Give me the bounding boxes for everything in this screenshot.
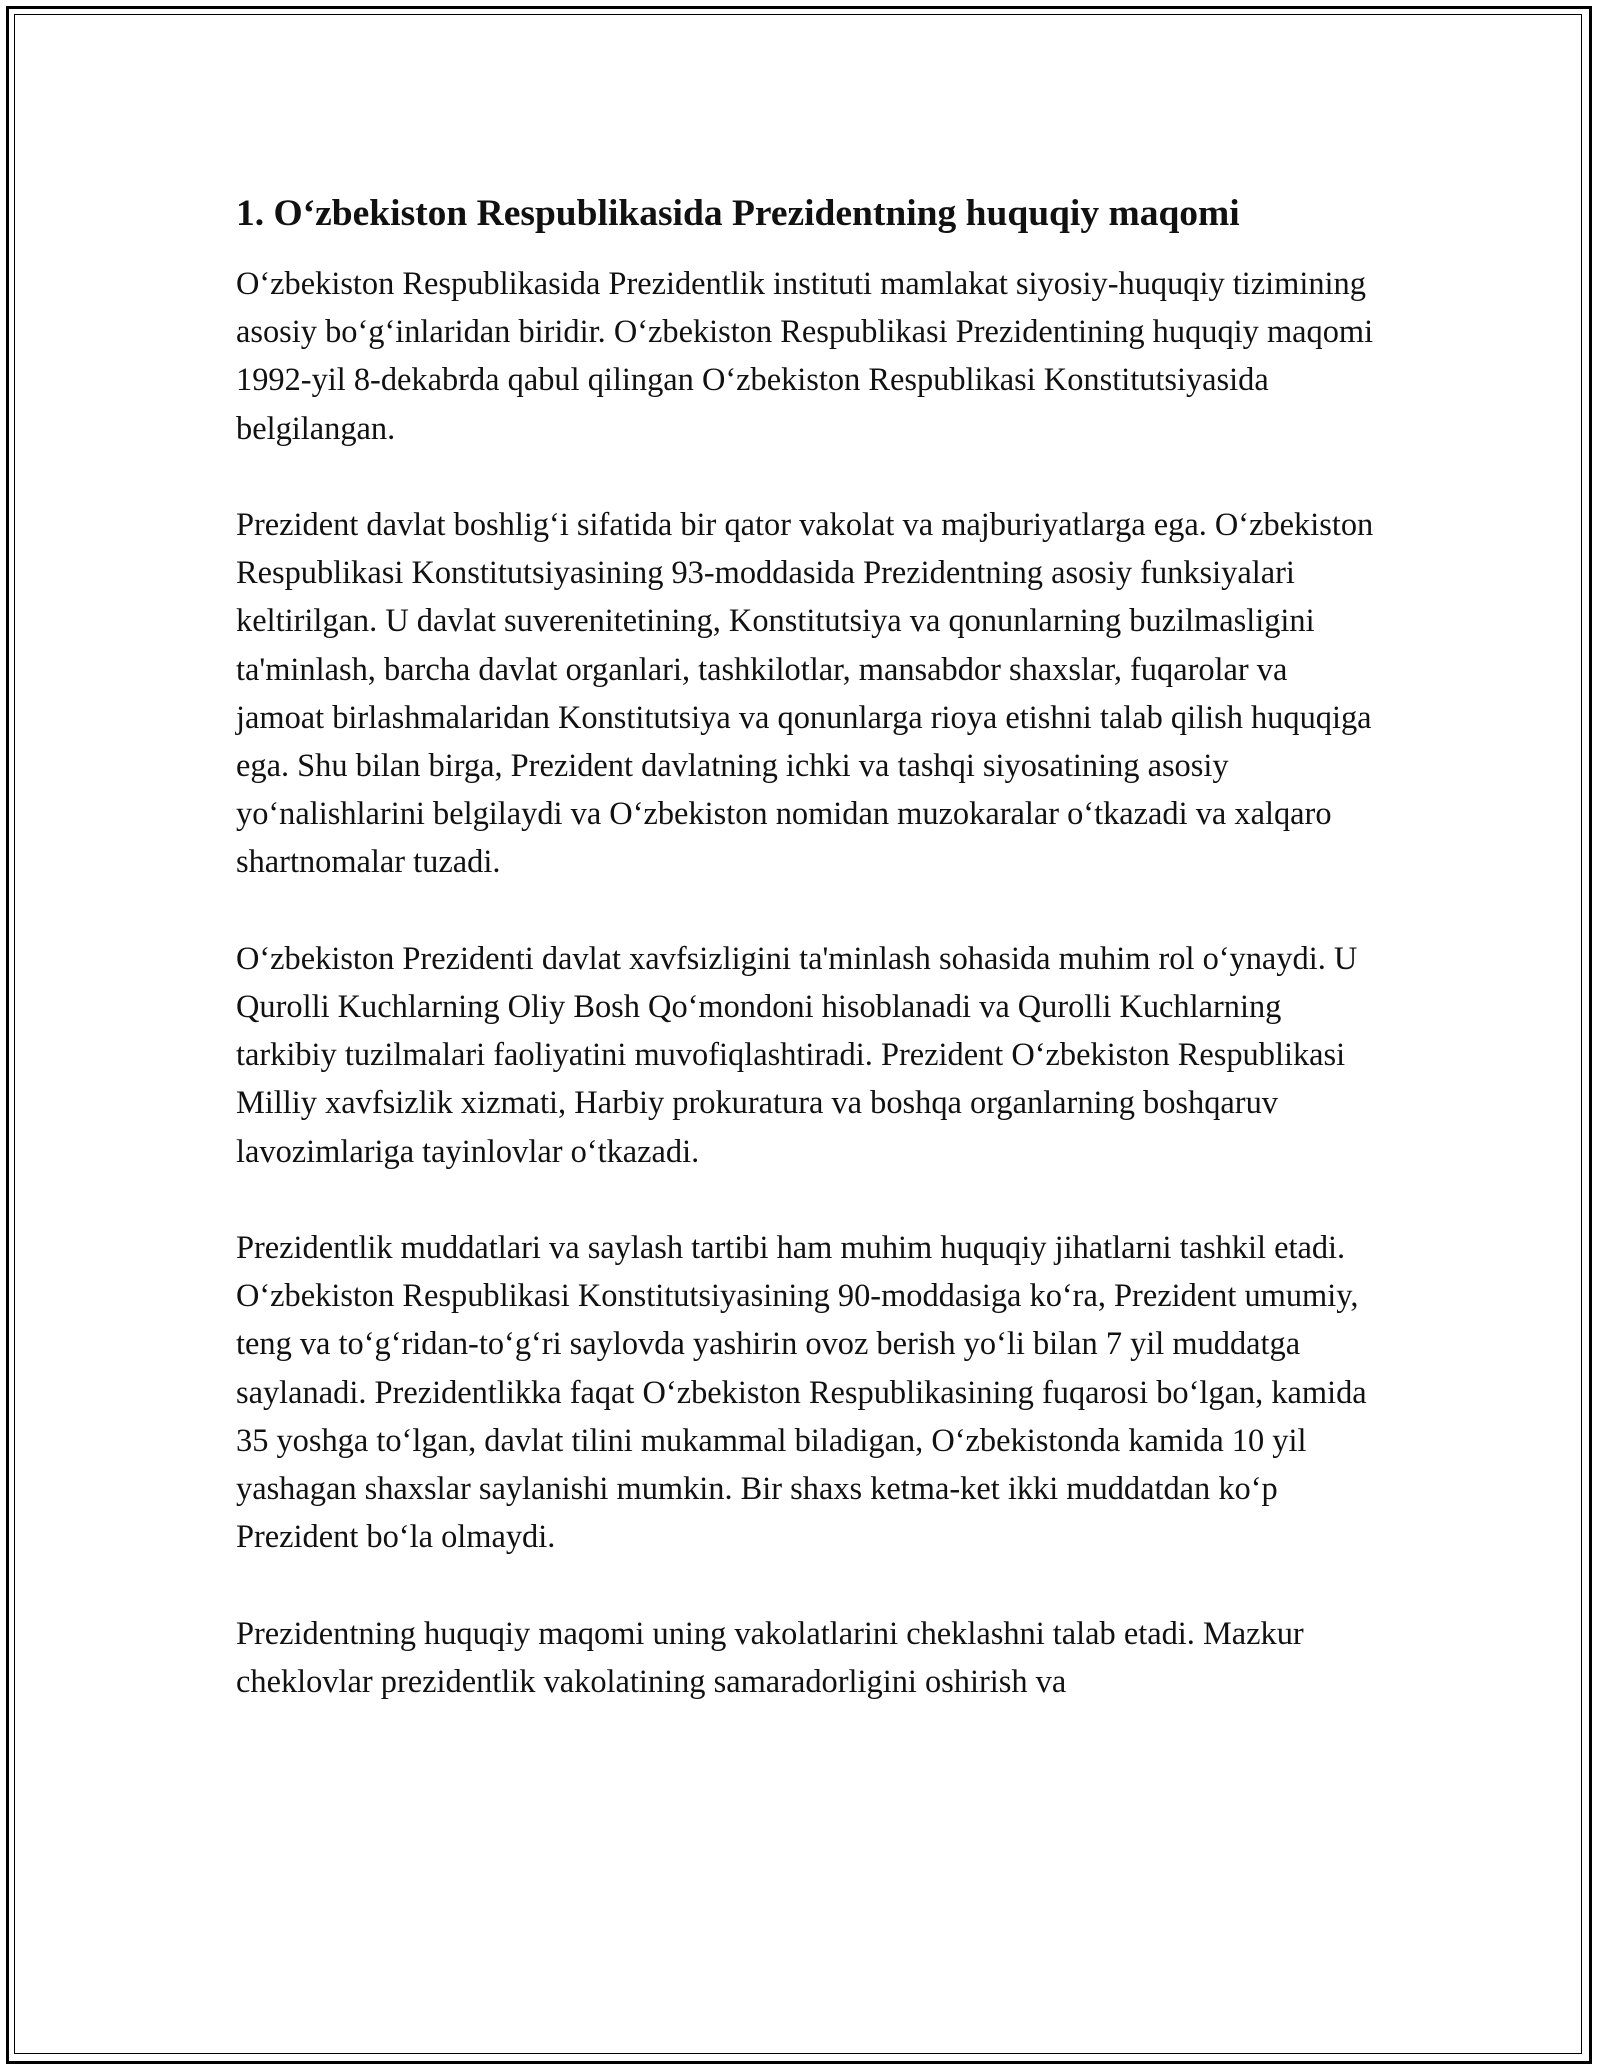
paragraph-2: Prezident davlat boshlig‘i sifatida bir qator vakolat va majburiyatlarga ega. O‘zbekiston Respublikasi Konstitutsiyasining 93-moddasida Prezidentning asosiy funksiyalari keltirilgan. U davlat suverenitetining, Konstitutsiya va qonunlarning buzilmasligini ta'minlash, barcha davlat organlari, tashkilotlar, mansabdor shaxslar, fuqarolar va jamoat birlashmalaridan Konstitutsiya va qonunlarga rioya etishni talab qilish huquqiga ega. Shu bilan birga, Prezident davlatning ichki va tashqi siyosatining asosiy yo‘nalishlarini belgilaydi va O‘zbekiston nomidan muzokaralar o‘tkazadi va xalqaro shartnomalar tuzadi. bbox=[236, 507, 1374, 881]
paragraph-3: O‘zbekiston Prezidenti davlat xavfsizligini ta'minlash sohasida muhim rol o‘ynaydi. U Qurolli Kuchlarning Oliy Bosh Qo‘mondoni hisoblanadi va Qurolli Kuchlarning tarkibiy tuzilmalari faoliyatini muvofiqlashtiradi. Prezident O‘zbekiston Respublikasi Milliy xavfsizlik xizmati, Harbiy prokuratura va boshqa organlarning boshqaruv lavozimlariga tayinlovlar o‘tkazadi. bbox=[236, 940, 1358, 1170]
paragraph-5: Prezidentning huquqiy maqomi uning vakolatlarini cheklashni talab etadi. Mazkur cheklovlar prezidentlik vakolatining samaradorligini oshirish va bbox=[236, 1615, 1304, 1700]
paragraph-4: Prezidentlik muddatlari va saylash tartibi ham muhim huquqiy jihatlarni tashkil etadi. O‘zbekiston Respublikasi Konstitutsiyasining 90-moddasiga ko‘ra, Prezident umumiy, teng va to‘g‘ridan-to‘g‘ri saylovda yashirin ovoz berish yo‘li bilan 7 yil muddatga saylanadi. Prezidentlikka faqat O‘zbekiston Respublikasining fuqarosi bo‘lgan, kamida 35 yoshga to‘lgan, davlat tilini mukammal biladigan, O‘zbekistonda kamida 10 yil yashagan shaxslar saylanishi mumkin. Bir shaxs ketma-ket ikki muddatdan ko‘p Prezident bo‘la olmaydi. bbox=[236, 1230, 1367, 1556]
section-heading: 1. O‘zbekiston Respublikasida Prezidentning huquqiy maqomi bbox=[236, 193, 1240, 234]
document-body bbox=[236, 186, 1376, 1754]
paragraph-1: O‘zbekiston Respublikasida Prezidentlik instituti mamlakat siyosiy-huquqiy tizimining asosiy bo‘g‘inlaridan biridir. O‘zbekiston Respublikasi Prezidentining huquqiy maqomi 1992-yil 8-dekabrda qabul qilingan O‘zbekiston Respublikasi Konstitutsiyasida belgilangan. bbox=[236, 266, 1374, 447]
